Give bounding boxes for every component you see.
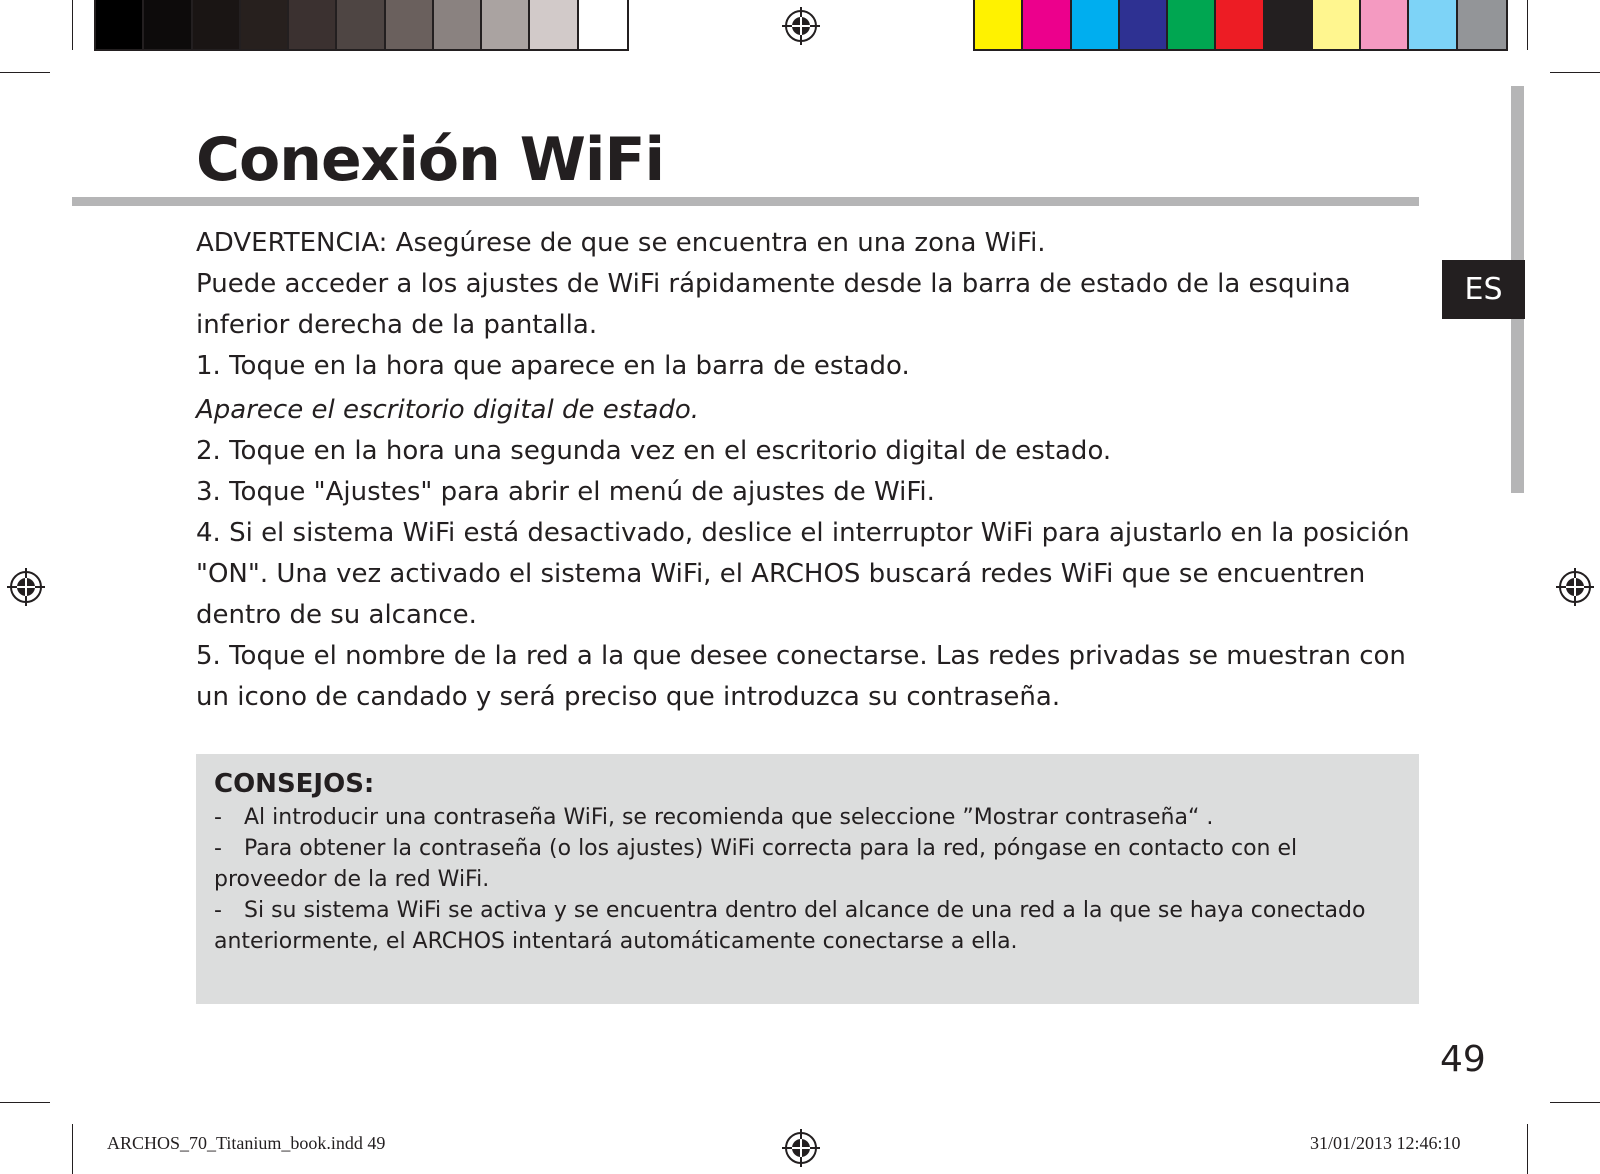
step-5: 5. Toque el nombre de la red a la que desee conectarse. Las redes privadas se muestran con un icono de candado y será preciso que introduzca su contraseña. (196, 641, 1406, 712)
color-swatch (1168, 0, 1216, 49)
color-swatch (579, 0, 627, 49)
tip-dash: - (214, 805, 222, 830)
color-swatch (1313, 0, 1361, 49)
tip-dash: - (214, 836, 222, 861)
language-tab: ES (1442, 260, 1525, 319)
step-1-result: Aparece el escritorio digital de estado. (196, 395, 700, 425)
registration-mark-icon (6, 567, 46, 607)
tip-dash: - (214, 898, 222, 923)
color-swatch (1072, 0, 1120, 49)
quick-access-text-line1: Puede acceder a los ajustes de WiFi rápidamente desde la barra de estado de la esquina (196, 269, 1351, 299)
tip-text: Si su sistema WiFi se activa y se encuentra dentro del alcance de una red a la que se haya conectado anteriormente, el ARCHOS intentará automáticamente conectarse a ella. (214, 898, 1366, 954)
crop-mark-bottom-left-h (0, 1102, 50, 1103)
registration-mark-icon (781, 1128, 821, 1168)
color-swatch (241, 0, 289, 49)
color-swatch (1120, 0, 1168, 49)
quick-access-text-line2: inferior derecha de la pantalla. (196, 310, 598, 340)
step-3: 3. Toque "Ajustes" para abrir el menú de ajustes de WiFi. (196, 477, 935, 507)
crop-mark-top-right-h (1550, 72, 1600, 73)
page-title: Conexión WiFi (196, 125, 665, 195)
step-2: 2. Toque en la hora una segunda vez en el escritorio digital de estado. (196, 436, 1112, 466)
crop-mark-bottom-left (72, 1124, 73, 1174)
crop-mark-bottom-right (1527, 1124, 1528, 1174)
tip-text: Para obtener la contraseña (o los ajustes) WiFi correcta para la red, póngase en contacto con el proveedor de la red WiFi. (214, 836, 1298, 892)
registration-mark-icon (1555, 567, 1595, 607)
color-swatch (289, 0, 337, 49)
footer-timestamp: 31/01/2013 12:46:10 (1310, 1133, 1461, 1153)
page-number: 49 (1440, 1039, 1486, 1080)
color-swatch (1023, 0, 1071, 49)
color-swatch (482, 0, 530, 49)
color-swatch (193, 0, 241, 49)
crop-mark-bottom-right-h (1550, 1102, 1600, 1103)
color-swatch (386, 0, 434, 49)
tip-item (214, 895, 1401, 957)
instructions (196, 223, 1426, 718)
tip-item (214, 833, 1401, 895)
color-swatch (1216, 0, 1264, 49)
crop-mark-top-left-h (0, 72, 50, 73)
color-bar-grayscale (94, 0, 629, 51)
tip-item (214, 802, 1401, 833)
footer-file-name: ARCHOS_70_Titanium_book.indd 49 (107, 1133, 386, 1153)
registration-mark-icon (781, 6, 821, 46)
color-swatch (1361, 0, 1409, 49)
color-bar-process (973, 0, 1508, 51)
warning-text: ADVERTENCIA: Asegúrese de que se encuentra en una zona WiFi. (196, 228, 1046, 258)
color-swatch (1409, 0, 1457, 49)
color-swatch (434, 0, 482, 49)
tips-box (196, 754, 1419, 1004)
crop-mark-top-right (1527, 0, 1528, 50)
color-swatch (337, 0, 385, 49)
color-swatch (96, 0, 144, 49)
title-underline (72, 197, 1419, 206)
color-swatch (530, 0, 578, 49)
color-swatch (144, 0, 192, 49)
color-swatch (975, 0, 1023, 49)
color-swatch (1265, 0, 1313, 49)
tip-text: Al introducir una contraseña WiFi, se recomienda que seleccione ”Mostrar contraseña“ . (244, 805, 1214, 830)
step-1: 1. Toque en la hora que aparece en la barra de estado. (196, 351, 910, 381)
tips-title: CONSEJOS: (214, 769, 375, 799)
crop-mark-top-left (72, 0, 73, 50)
color-swatch (1458, 0, 1506, 49)
step-4: 4. Si el sistema WiFi está desactivado, deslice el interruptor WiFi para ajustarlo en la posición "ON". Una vez activado el sistema WiFi, el ARCHOS buscará redes WiFi que se encuentren dentro de su alcance. (196, 518, 1410, 630)
